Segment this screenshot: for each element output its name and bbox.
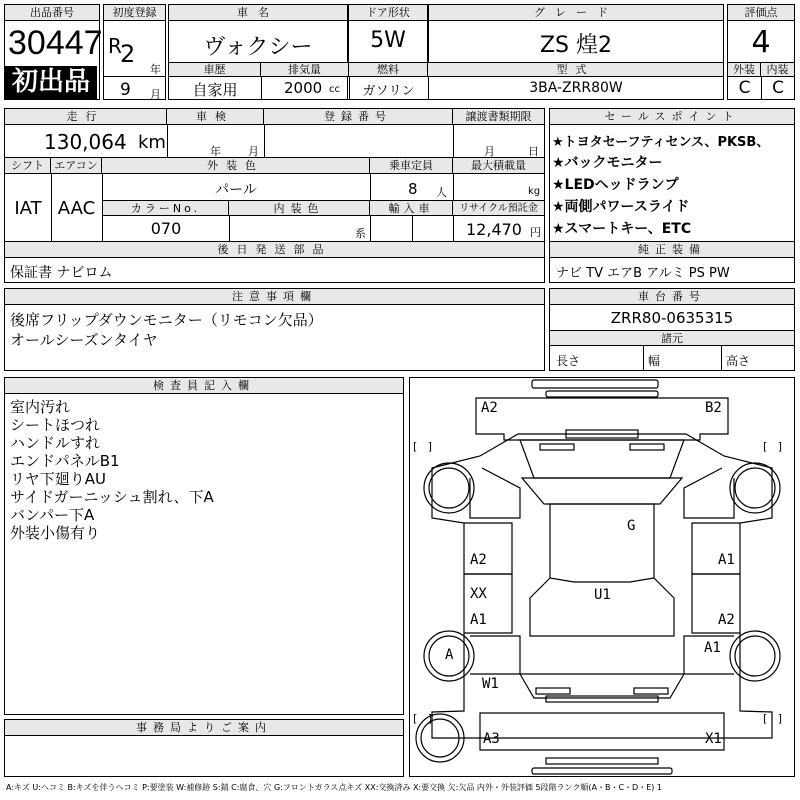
inspector-line-6: サイドガーニッシュ割れ、下A [10, 488, 214, 506]
history-label: 車歴 [169, 63, 261, 77]
later-parts-label: 後日発送部品 [5, 242, 544, 258]
inspector-line-7: バンパー下A [10, 506, 95, 524]
color-no-label: カラーNo. [103, 201, 229, 216]
mark-right-rear-quarter: A1 [704, 640, 721, 656]
interior-color-unit: 系 [355, 227, 366, 240]
max-load-label: 最大積載量 [453, 158, 544, 174]
mark-rear-bumper-left: A3 [483, 731, 500, 747]
mileage-label: 走行 [5, 109, 167, 125]
shift-value: IAT [14, 198, 42, 219]
era: R [108, 34, 122, 58]
grade-label: グレード [429, 5, 723, 21]
year-unit: 年 [150, 63, 161, 76]
notes-label: 注意事項欄 [5, 289, 544, 305]
first-reg-month: 9 [120, 80, 131, 100]
score-value: 4 [751, 25, 771, 60]
equipment-label: 純正装備 [550, 242, 794, 258]
sales-point-4: ★両側パワースライド [552, 199, 690, 215]
displacement-value: 2000 [284, 79, 323, 97]
sales-points-label: セールスポイント [550, 109, 794, 125]
chassis-label: 車台番号 [550, 289, 794, 305]
capacity-unit: 人 [436, 186, 447, 199]
sales-point-5: ★スマートキー、ETC [552, 221, 692, 237]
length-label: 長さ [556, 354, 581, 368]
bracket-left-front: [ ] [413, 440, 433, 453]
later-parts-value: 保証書 ナビロム [10, 265, 113, 281]
office-label: 事務局よりご案内 [5, 720, 403, 736]
recycle-unit: 円 [530, 226, 541, 239]
capacity-label: 乗車定員 [370, 158, 453, 174]
inspector-line-2: シートほつれ [10, 416, 101, 434]
import-label: 輸入車 [370, 201, 453, 216]
color-no-value: 070 [150, 219, 182, 238]
mark-rear-bumper-right: X1 [705, 731, 722, 747]
width-label: 幅 [648, 354, 661, 368]
fuel-label: 燃料 [349, 63, 428, 77]
transfer-day-unit: 日 [528, 145, 539, 158]
interior-color-label: 内装色 [229, 201, 370, 216]
car-name-label: 車名 [169, 5, 347, 21]
mileage-unit: km [138, 132, 166, 153]
interior-grade: C [772, 78, 784, 98]
notes-line-1: 後席フリップダウンモニター（リモコン欠品） [10, 311, 323, 329]
dims-label: 諸元 [550, 331, 794, 346]
inspection-year-unit: 年 [210, 145, 221, 158]
mark-rear-left: W1 [482, 676, 499, 692]
inspector-line-8: 外装小傷有り [10, 524, 101, 542]
inspector-label: 検査員記入欄 [5, 378, 403, 394]
inspector-line-5: リヤ下廻りAU [10, 470, 106, 488]
transfer-month-unit: 月 [484, 145, 495, 158]
transfer-label: 譲渡書類期限 [453, 109, 544, 125]
model-label: 型式 [428, 63, 723, 77]
inspection-label: 車検 [167, 109, 264, 125]
first-registration-label: 初度登録 [104, 5, 165, 21]
color-label: 外装色 [102, 158, 370, 174]
inspector-line-1: 室内汚れ [10, 398, 71, 416]
mark-front-bumper-left: A2 [481, 400, 498, 416]
mark-windshield: G [627, 518, 636, 534]
mark-right-rear-door: A2 [718, 612, 735, 628]
mileage-value: 130,064 [44, 130, 127, 154]
fuel-value: ガソリン [362, 84, 415, 99]
ac-label: エアコン [51, 158, 102, 174]
details-box [4, 108, 545, 242]
mark-left-rear-wheel: A [445, 647, 454, 663]
model-value: 3BA-ZRR80W [529, 80, 623, 96]
score-label: 評価点 [728, 5, 794, 21]
recycle-label: リサイクル預託金 [453, 201, 544, 216]
inspection-month-unit: 月 [248, 145, 259, 158]
inspector-line-4: エンドパネルB1 [10, 452, 120, 470]
recycle-value: 12,470 [466, 220, 522, 239]
capacity-value: 8 [408, 180, 418, 198]
lot-number-label: 出品番号 [5, 5, 99, 21]
car-diagram [410, 378, 794, 776]
lot-number: 30447 [8, 24, 103, 62]
mark-front-bumper-right: B2 [705, 400, 722, 416]
mark-left-front-door: A2 [470, 552, 487, 568]
history-value: 自家用 [192, 81, 238, 99]
car-name: ヴォクシー [203, 35, 313, 60]
legend-text: A:キズ U:ヘコミ B:キズを伴うヘコミ P:要塗装 W:補修跡 S:錆 C:腐食、穴 G:フロントガラス点キズ XX:交換済み X:要交換 欠:欠品 内外・外装評価 5段階ランク順(A・B・C・D・E) 1 [6, 783, 663, 792]
notes-line-2: オールシーズンタイヤ [10, 331, 158, 349]
bracket-left-rear: [ ] [413, 712, 433, 725]
grade-value: ZS 煌2 [539, 33, 613, 58]
displacement-unit: cc [329, 84, 340, 95]
era-year: 2 [120, 40, 136, 68]
shift-label: シフト [5, 158, 51, 174]
ac-value: AAC [57, 198, 96, 219]
bracket-right-front: [ ] [763, 440, 783, 453]
door-label: ドア形状 [349, 5, 427, 21]
bracket-right-rear: [ ] [763, 712, 783, 725]
reg-no-label: 登録番号 [264, 109, 453, 125]
mark-right-front-door: A1 [718, 552, 735, 568]
first-listing-badge: 初出品 [5, 66, 97, 99]
door-value: 5W [370, 28, 406, 53]
sales-point-3: ★LEDヘッドランプ [552, 177, 679, 193]
sales-point-1: ★トヨタセーフティセンス、PKSB、 [552, 135, 770, 150]
chassis-value: ZRR80-0635315 [610, 309, 734, 327]
mark-roof: U1 [594, 587, 611, 603]
mark-left-rear-door-a1: A1 [470, 612, 487, 628]
height-label: 高さ [726, 354, 751, 368]
mark-left-rear-door-xx: XX [470, 586, 487, 602]
max-load-unit: kg [528, 186, 541, 197]
month-unit: 月 [150, 88, 161, 101]
inspector-line-3: ハンドルすれ [10, 434, 101, 452]
sales-point-2: ★バックモニター [552, 155, 663, 171]
equipment-value: ナビ TV エアB アルミ PS PW [556, 266, 730, 281]
exterior-grade: C [738, 78, 751, 98]
displacement-label: 排気量 [261, 63, 349, 77]
interior-label: 内装 [761, 63, 794, 77]
exterior-label: 外装 [728, 63, 761, 77]
color-value: パール [215, 182, 257, 198]
